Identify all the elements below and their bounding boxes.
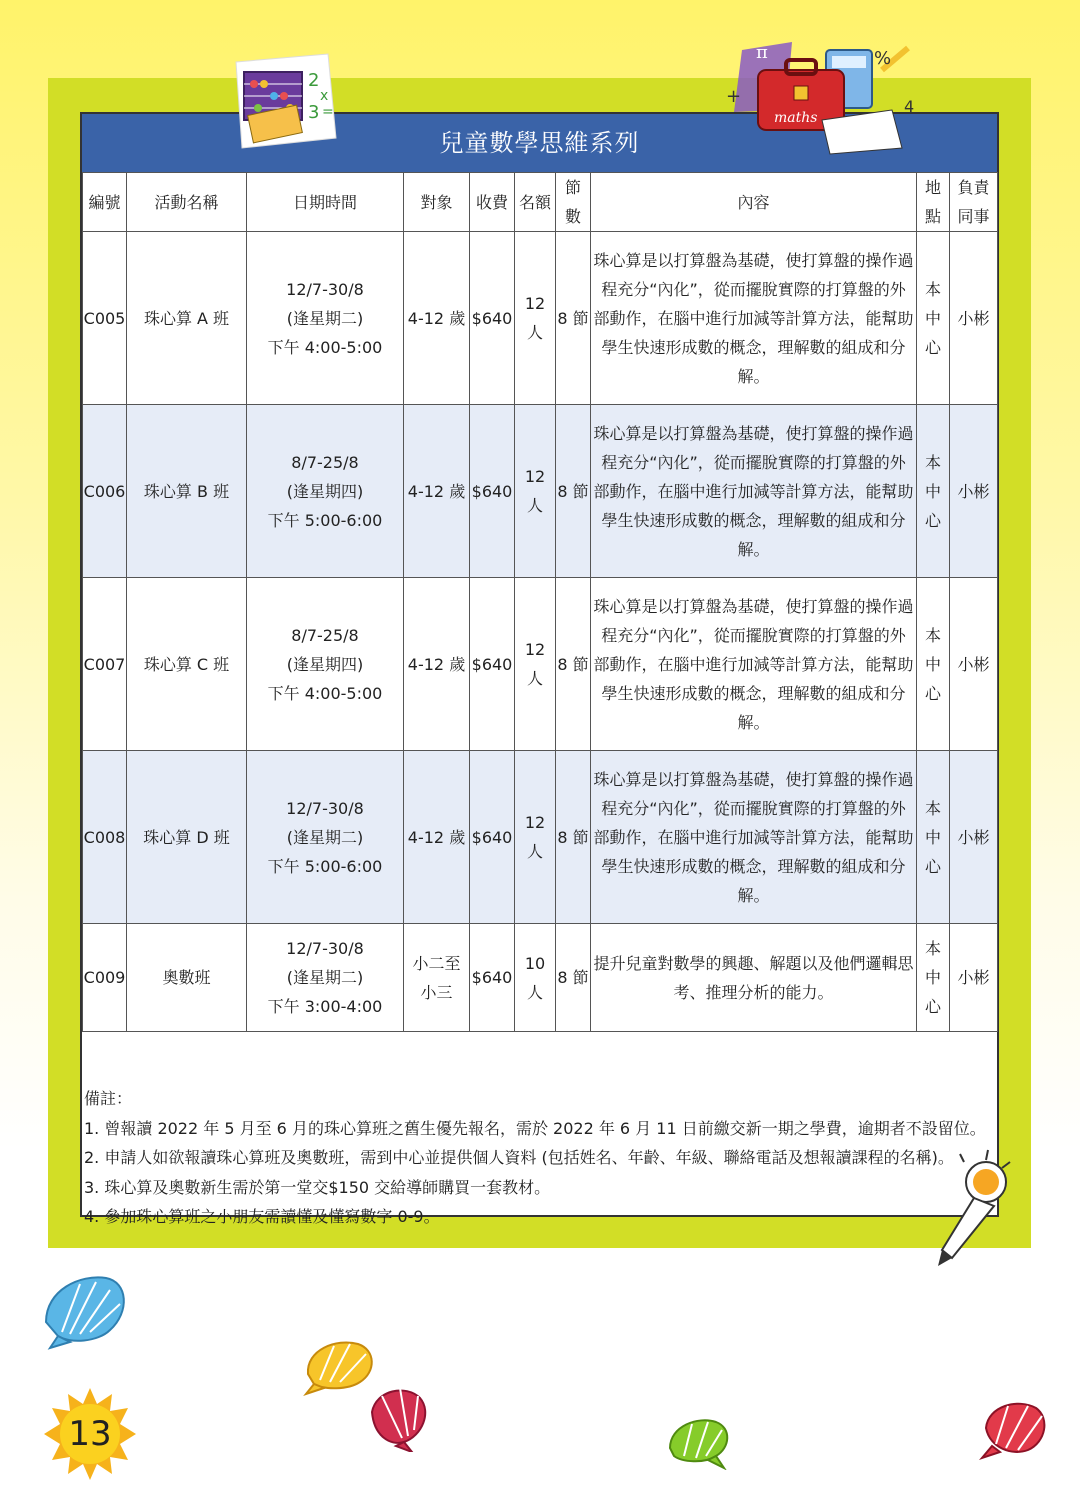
content-line: 解。 bbox=[737, 366, 770, 386]
math-symbol: = bbox=[322, 104, 334, 120]
header-fee: 收費 bbox=[470, 173, 515, 232]
target-line: 4-12 歲 bbox=[407, 654, 466, 674]
quota-number: 12 bbox=[524, 640, 546, 659]
content-line: 提升兒童對數學的興趣、解題以及他們邏輯思 bbox=[593, 953, 914, 973]
quota-unit: 人 bbox=[526, 669, 543, 688]
content-line: 學生快速形成數的概念，理解數的組成和分 bbox=[601, 856, 906, 876]
page-number: 13 bbox=[68, 1414, 112, 1454]
cell-sessions: 8 節 bbox=[556, 578, 591, 751]
cell-quota bbox=[515, 405, 556, 578]
venue-char: 中 bbox=[924, 481, 941, 501]
cell-code: C007 bbox=[83, 578, 127, 751]
venue-char: 本 bbox=[924, 939, 941, 958]
venue-char: 心 bbox=[924, 997, 941, 1016]
cell-code: C005 bbox=[83, 232, 127, 405]
content-line: 學生快速形成數的概念，理解數的組成和分 bbox=[601, 510, 906, 530]
target-line: 4-12 歲 bbox=[407, 827, 466, 847]
shell-icon bbox=[978, 1396, 1052, 1462]
target-line: 小二至 bbox=[412, 953, 461, 973]
header-sessions bbox=[556, 173, 591, 232]
content-line: 學生快速形成數的概念，理解數的組成和分 bbox=[601, 337, 906, 357]
bag-label: maths bbox=[774, 110, 818, 126]
math-symbol: 2 bbox=[308, 70, 320, 91]
venue-char: 心 bbox=[924, 510, 941, 530]
cell-fee: $640 bbox=[470, 578, 515, 751]
header-staff-1: 負責 bbox=[957, 178, 990, 197]
target-line: 小三 bbox=[420, 982, 453, 1002]
table-row bbox=[83, 578, 998, 751]
cell-staff: 小彬 bbox=[950, 751, 998, 924]
content-line: 解。 bbox=[737, 539, 770, 559]
cell-target bbox=[404, 232, 470, 405]
time-range: 下午 4:00-5:00 bbox=[267, 683, 383, 703]
math-symbol: π bbox=[756, 42, 768, 63]
weekday: (逢星期二) bbox=[286, 308, 364, 328]
cell-staff: 小彬 bbox=[950, 232, 998, 405]
time-range: 下午 3:00-4:00 bbox=[267, 997, 383, 1016]
maths-bag-icon bbox=[722, 40, 922, 160]
venue-char: 中 bbox=[924, 827, 941, 847]
cell-content bbox=[591, 405, 917, 578]
cell-datetime bbox=[247, 405, 404, 578]
header-name: 活動名稱 bbox=[127, 173, 247, 232]
cell-staff: 小彬 bbox=[950, 578, 998, 751]
content-line: 部動作，在腦中進行加減等計算方法，能幫助 bbox=[593, 827, 914, 847]
notes-heading: 備註： bbox=[84, 1089, 133, 1108]
weekday: (逢星期二) bbox=[286, 968, 364, 987]
math-symbol: + bbox=[726, 86, 742, 107]
time-range: 下午 5:00-6:00 bbox=[267, 856, 383, 876]
abacus-icon bbox=[228, 52, 340, 152]
cell-target bbox=[404, 578, 470, 751]
header-code: 編號 bbox=[83, 173, 127, 232]
quota-number: 12 bbox=[524, 467, 546, 486]
note-item: 3. 珠心算及奧數新生需於第一堂交$150 交給導師購買一套教材。 bbox=[84, 1177, 551, 1197]
header-quota: 名額 bbox=[515, 173, 556, 232]
lightbulb-pencil-icon bbox=[930, 1146, 1020, 1270]
header-content: 內容 bbox=[591, 173, 917, 232]
time-range: 下午 5:00-6:00 bbox=[267, 510, 383, 530]
cell-sessions: 8 節 bbox=[556, 405, 591, 578]
cell-sessions: 8 節 bbox=[556, 924, 591, 1032]
header-staff-2: 同事 bbox=[957, 207, 990, 226]
cell-content bbox=[591, 924, 917, 1032]
cell-fee: $640 bbox=[470, 232, 515, 405]
content-line: 考、推理分析的能力。 bbox=[673, 982, 834, 1002]
cell-sessions: 8 節 bbox=[556, 751, 591, 924]
cell-content bbox=[591, 751, 917, 924]
date-range: 8/7-25/8 bbox=[291, 625, 359, 645]
weekday: (逢星期二) bbox=[286, 827, 364, 847]
cell-quota bbox=[515, 232, 556, 405]
header-datetime: 日期時間 bbox=[247, 173, 404, 232]
cell-fee: $640 bbox=[470, 751, 515, 924]
course-table bbox=[82, 172, 998, 1032]
content-line: 部動作，在腦中進行加減等計算方法，能幫助 bbox=[593, 481, 914, 501]
cell-staff: 小彬 bbox=[950, 924, 998, 1032]
cell-venue bbox=[917, 232, 950, 405]
content-line: 部動作，在腦中進行加減等計算方法，能幫助 bbox=[593, 654, 914, 674]
date-range: 12/7-30/8 bbox=[286, 798, 364, 818]
cell-name: 珠心算 C 班 bbox=[127, 578, 247, 751]
content-line: 程充分“內化”，從而擺脫實際的打算盤的外 bbox=[601, 798, 906, 818]
note-item: 1. 曾報讀 2022 年 5 月至 6 月的珠心算班之舊生優先報名，需於 2022 年 6 月 11 日前繳交新一期之學費，逾期者不設留位。 bbox=[84, 1118, 986, 1138]
cell-content bbox=[591, 232, 917, 405]
target-line: 4-12 歲 bbox=[407, 481, 466, 501]
venue-char: 本 bbox=[924, 452, 941, 472]
cell-datetime bbox=[247, 751, 404, 924]
venue-char: 本 bbox=[924, 798, 941, 818]
table-header-row bbox=[83, 173, 998, 232]
venue-char: 中 bbox=[924, 654, 941, 674]
table-row bbox=[83, 924, 998, 1032]
quota-unit: 人 bbox=[526, 496, 543, 515]
cell-venue bbox=[917, 405, 950, 578]
cell-staff: 小彬 bbox=[950, 405, 998, 578]
cell-code: C006 bbox=[83, 405, 127, 578]
content-line: 部動作，在腦中進行加減等計算方法，能幫助 bbox=[593, 308, 914, 328]
cell-code: C008 bbox=[83, 751, 127, 924]
cell-fee: $640 bbox=[470, 924, 515, 1032]
page-title: 兒童數學思維系列 bbox=[82, 114, 997, 172]
quota-unit: 人 bbox=[526, 842, 543, 861]
cell-target bbox=[404, 924, 470, 1032]
content-line: 珠心算是以打算盤為基礎，使打算盤的操作過 bbox=[593, 250, 914, 270]
header-sessions-2: 數 bbox=[564, 207, 581, 226]
math-symbol: % bbox=[874, 48, 892, 69]
venue-char: 本 bbox=[924, 279, 941, 299]
date-range: 8/7-25/8 bbox=[291, 452, 359, 472]
cell-quota bbox=[515, 924, 556, 1032]
time-range: 下午 4:00-5:00 bbox=[267, 337, 383, 357]
cell-quota bbox=[515, 751, 556, 924]
quota-number: 12 bbox=[524, 813, 546, 832]
weekday: (逢星期四) bbox=[286, 654, 364, 674]
cell-code: C009 bbox=[83, 924, 127, 1032]
cell-venue bbox=[917, 751, 950, 924]
venue-char: 中 bbox=[924, 308, 941, 328]
shell-icon bbox=[40, 1272, 132, 1352]
note-item: 2. 申請人如欲報讀珠心算班及奧數班，需到中心並提供個人資料 (包括姓名、年齡、年級、聯絡電話及想報讀課程的名稱)。 bbox=[84, 1148, 954, 1167]
cell-target bbox=[404, 751, 470, 924]
cell-target bbox=[404, 405, 470, 578]
shell-icon bbox=[664, 1414, 734, 1470]
cell-quota bbox=[515, 578, 556, 751]
content-line: 程充分“內化”，從而擺脫實際的打算盤的外 bbox=[601, 625, 906, 645]
quota-number: 12 bbox=[524, 294, 546, 313]
header-venue bbox=[917, 173, 950, 232]
header-venue-1: 地 bbox=[924, 178, 941, 197]
cell-datetime bbox=[247, 232, 404, 405]
content-line: 珠心算是以打算盤為基礎，使打算盤的操作過 bbox=[593, 423, 914, 443]
venue-char: 心 bbox=[924, 337, 941, 357]
cell-content bbox=[591, 578, 917, 751]
cell-name: 奧數班 bbox=[127, 924, 247, 1032]
schedule-panel bbox=[80, 112, 999, 1226]
cell-venue bbox=[917, 924, 950, 1032]
header-target: 對象 bbox=[404, 173, 470, 232]
quota-unit: 人 bbox=[526, 982, 543, 1002]
table-row bbox=[83, 751, 998, 924]
venue-char: 中 bbox=[924, 968, 941, 987]
cell-datetime bbox=[247, 578, 404, 751]
table-row bbox=[83, 232, 998, 405]
cell-fee: $640 bbox=[470, 405, 515, 578]
cell-sessions: 8 節 bbox=[556, 232, 591, 405]
notes-section bbox=[84, 1084, 984, 1232]
note-item: 4. 參加珠心算班之小朋友需讀懂及懂寫數字 0-9。 bbox=[84, 1207, 440, 1226]
venue-char: 心 bbox=[924, 856, 941, 876]
cell-name: 珠心算 D 班 bbox=[127, 751, 247, 924]
quota-unit: 人 bbox=[526, 323, 543, 342]
date-range: 12/7-30/8 bbox=[286, 939, 364, 958]
target-line: 4-12 歲 bbox=[407, 308, 466, 328]
content-line: 解。 bbox=[737, 712, 770, 732]
cell-venue bbox=[917, 578, 950, 751]
math-symbol: 4 bbox=[904, 97, 915, 116]
venue-char: 心 bbox=[924, 683, 941, 703]
quota-number: 10 bbox=[524, 953, 546, 973]
math-symbol: x bbox=[320, 88, 329, 104]
shell-icon bbox=[362, 1382, 432, 1452]
cell-name: 珠心算 B 班 bbox=[127, 405, 247, 578]
page-number-badge bbox=[44, 1388, 136, 1480]
content-line: 學生快速形成數的概念，理解數的組成和分 bbox=[601, 683, 906, 703]
cell-name: 珠心算 A 班 bbox=[127, 232, 247, 405]
content-line: 程充分“內化”，從而擺脫實際的打算盤的外 bbox=[601, 279, 906, 299]
header-venue-2: 點 bbox=[924, 207, 941, 226]
date-range: 12/7-30/8 bbox=[286, 279, 364, 299]
cell-datetime bbox=[247, 924, 404, 1032]
content-line: 程充分“內化”，從而擺脫實際的打算盤的外 bbox=[601, 452, 906, 472]
header-sessions-1: 節 bbox=[564, 178, 581, 197]
content-line: 珠心算是以打算盤為基礎，使打算盤的操作過 bbox=[593, 769, 914, 789]
weekday: (逢星期四) bbox=[286, 481, 364, 501]
math-symbol: 3 bbox=[308, 102, 320, 123]
venue-char: 本 bbox=[924, 625, 941, 645]
table-row bbox=[83, 405, 998, 578]
content-line: 解。 bbox=[737, 885, 770, 905]
content-line: 珠心算是以打算盤為基礎，使打算盤的操作過 bbox=[593, 596, 914, 616]
header-staff bbox=[950, 173, 998, 232]
